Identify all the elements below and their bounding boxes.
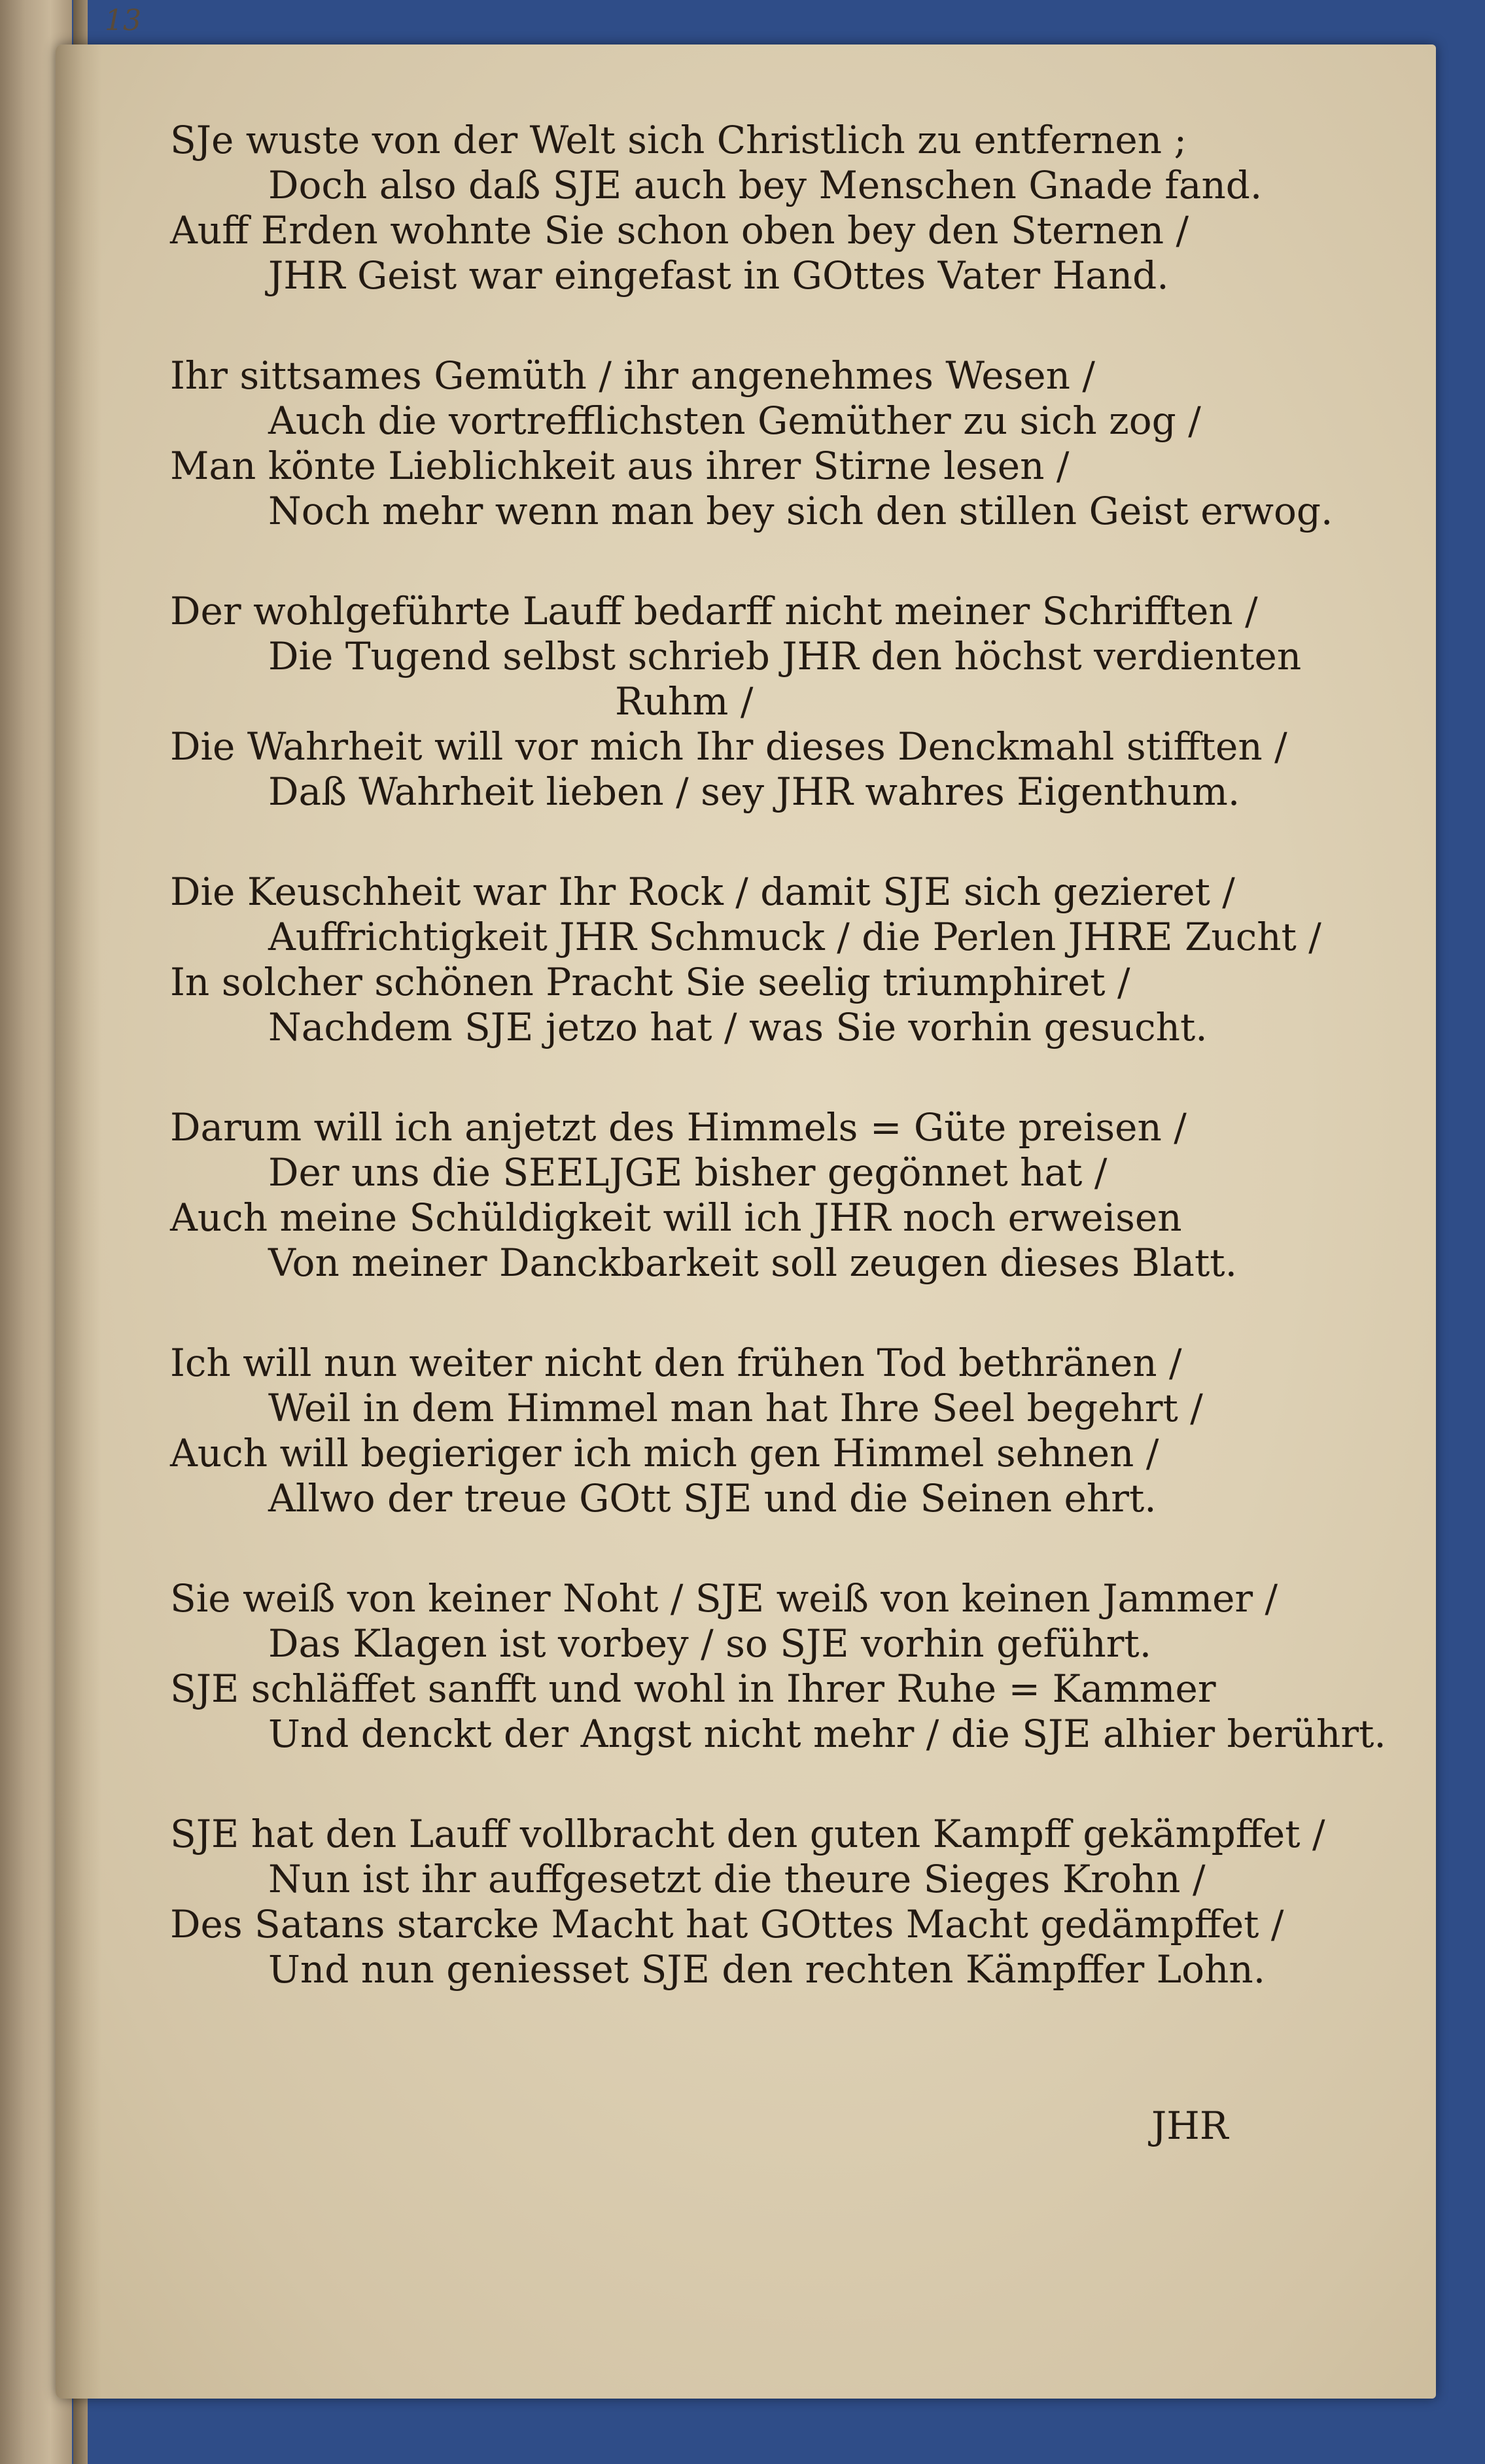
poem-line: Ruhm / — [615, 679, 754, 724]
stanza — [170, 870, 1321, 1050]
poem-line: Auff Erden wohnte Sie schon oben bey den Sternen / — [170, 208, 1189, 253]
poem-line: Nun ist ihr auffgesetzt die theure Sieges Krohn / — [268, 1857, 1206, 1901]
poem-line: Auffrichtigkeit JHR Schmuck / die Perlen JHRE Zucht / — [268, 915, 1321, 959]
stanza — [170, 1576, 1386, 1757]
stanza — [170, 353, 1333, 534]
poem-line: JHR Geist war eingefast in GOttes Vater Hand. — [268, 253, 1169, 298]
poem-line: SJE hat den Lauff vollbracht den guten Kampff gekämpffet / — [170, 1812, 1325, 1856]
catchword: JHR — [1151, 2103, 1229, 2148]
poem-line: SJe wuste von der Welt sich Christlich zu entfernen ; — [170, 118, 1187, 162]
poem-line: Doch also daß SJE auch bey Menschen Gnade fand. — [268, 163, 1263, 207]
poem-line: Allwo der treue GOtt SJE und die Seinen ehrt. — [268, 1476, 1157, 1521]
poem-line: SJE schläffet sanfft und wohl in Ihrer Ruhe = Kammer — [170, 1666, 1216, 1711]
page-number-fragment: 13 — [105, 4, 141, 37]
poem-line: Der wohlgeführte Lauff bedarff nicht meiner Schrifften / — [170, 589, 1258, 633]
poem-line: Die Tugend selbst schrieb JHR den höchst verdienten — [268, 634, 1302, 678]
poem-line: Von meiner Danckbarkeit soll zeugen dieses Blatt. — [268, 1241, 1238, 1285]
stanza — [170, 1341, 1321, 1521]
poem-line: Auch meine Schüldigkeit will ich JHR noch erweisen — [170, 1195, 1182, 1240]
poem-line: Und denckt der Angst nicht mehr / die SJE alhier berührt. — [268, 1712, 1386, 1756]
poem-line: Weil in dem Himmel man hat Ihre Seel begehrt / — [268, 1386, 1203, 1430]
stanza — [170, 1105, 1321, 1286]
poem-line: Die Wahrheit will vor mich Ihr dieses Denckmahl stifften / — [170, 724, 1287, 769]
poem-line: Auch will begieriger ich mich gen Himmel sehnen / — [170, 1431, 1159, 1475]
poem-line: Des Satans starcke Macht hat GOttes Macht gedämpffet / — [170, 1902, 1284, 1946]
page-gutter-shadow — [56, 44, 101, 2399]
stanza — [170, 1812, 1325, 1992]
poem-line: Sie weiß von keiner Noht / SJE weiß von keinen Jammer / — [170, 1576, 1278, 1621]
poem-line: Daß Wahrheit lieben / sey JHR wahres Eigenthum. — [268, 769, 1240, 814]
stanza — [170, 118, 1321, 298]
poem-line: Nachdem SJE jetzo hat / was Sie vorhin gesucht. — [268, 1005, 1208, 1049]
poem-line: Das Klagen ist vorbey / so SJE vorhin geführt. — [268, 1621, 1152, 1666]
poem-line: Auch die vortrefflichsten Gemüther zu sich zog / — [268, 398, 1201, 443]
poem-line: Ihr sittsames Gemüth / ihr angenehmes Wesen / — [170, 353, 1095, 398]
poem-line: Die Keuschheit war Ihr Rock / damit SJE sich gezieret / — [170, 870, 1235, 914]
poem-line: Und nun geniesset SJE den rechten Kämpffer Lohn. — [268, 1947, 1266, 1992]
poem-line: In solcher schönen Pracht Sie seelig triumphiret / — [170, 960, 1130, 1004]
poem-line: Noch mehr wenn man bey sich den stillen Geist erwog. — [268, 489, 1333, 533]
poem-line: Darum will ich anjetzt des Himmels = Güte preisen / — [170, 1105, 1187, 1150]
poem — [170, 118, 1386, 2047]
poem-line: Ich will nun weiter nicht den frühen Tod bethränen / — [170, 1341, 1182, 1385]
stanza — [170, 589, 1321, 815]
poem-line: Der uns die SEELJGE bisher gegönnet hat / — [268, 1150, 1108, 1195]
poem-line: Man könte Lieblichkeit aus ihrer Stirne lesen / — [170, 444, 1070, 488]
